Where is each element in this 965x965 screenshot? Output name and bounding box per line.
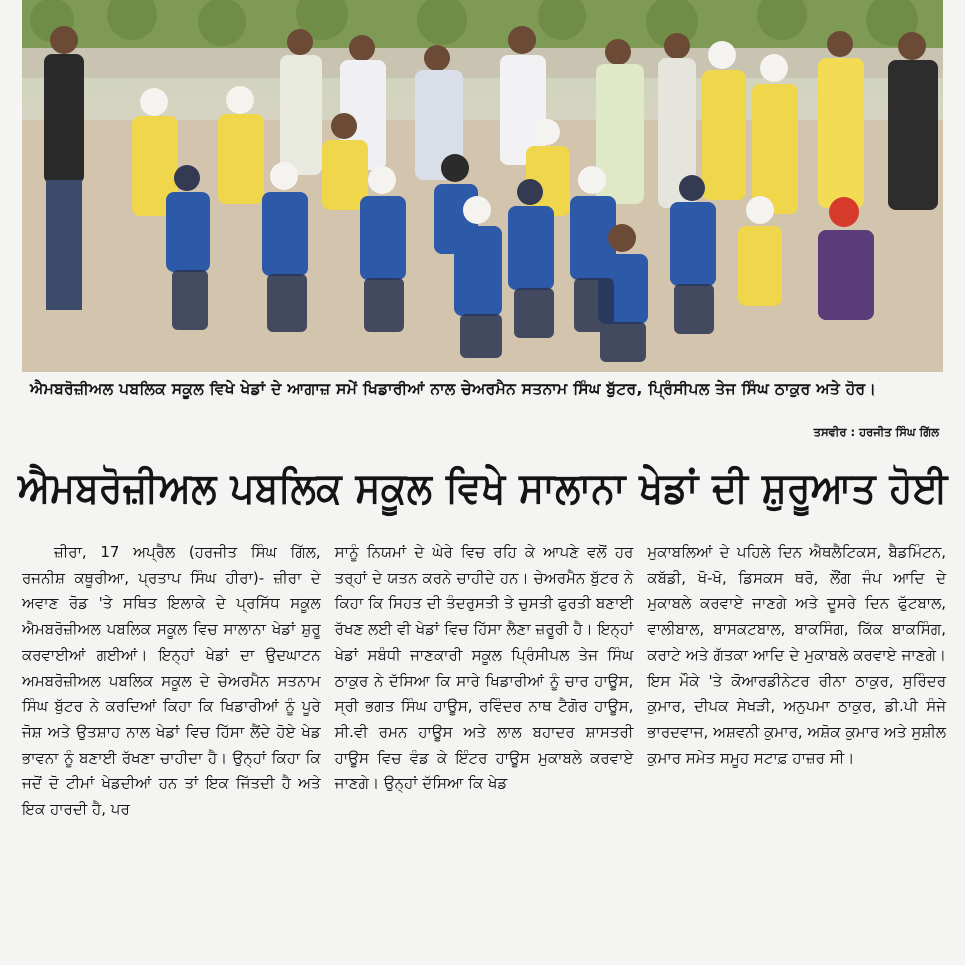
article-paragraph: ਜ਼ੀਰਾ, 17 ਅਪ੍ਰੈਲ (ਹਰਜੀਤ ਸਿੰਘ ਗਿੱਲ, ਰਜਨੀਸ਼ ਕਥੂਰੀਆ, ਪ੍ਰਤਾਪ ਸਿੰਘ ਹੀਰਾ)- ਜ਼ੀਰਾ ਦੇ ਅਵਾਣ ਰੋਡ 'ਤੇ ਸਥਿਤ ਇਲਾਕੇ ਦੇ ਪ੍ਰਸਿੱਧ ਸਕੂਲ ਐਮਬਰੋਜ਼ੀਅਲ ਪਬਲਿਕ ਸਕੂਲ ਵਿਚ ਸਾਲਾਨਾ ਖੇਡਾਂ ਸ਼ੁਰੂ ਕਰਵਾਈਆਂ ਗਈਆਂ। ਇਨ੍ਹਾਂ ਖੇਡਾਂ ਦਾ ਉਦਘਾਟਨ ਅਮਬਰੋਜ਼ੀਅਲ ਪਬਲਿਕ ਸਕੂਲ ਦੇ ਚੇਅਰਮੈਨ ਸਤਨਾਮ ਸਿੰਘ ਬੁੱਟਰ ਨੇ ਕਰਦਿਆਂ ਕਿਹਾ ਕਿ ਖਿਡਾਰੀਆਂ ਨੂੰ ਪੂਰੇ ਜੋਸ਼ ਅਤੇ ਉਤਸ਼ਾਹ ਨਾਲ ਖੇਡਾਂ ਵਿਚ ਹਿੱਸਾ ਲੈਂਦੇ ਹੋਏ ਖੇਡ ਭਾਵਨਾ ਨੂੰ ਬਣਾਈ ਰੱਖਣਾ ਚਾਹੀਦਾ ਹੈ। ਉਨ੍ਹਾਂ ਕਿਹਾ ਕਿ ਜਦੋਂ ਦੋ ਟੀਮਾਂ ਖੇਡਦੀਆਂ ਹਨ ਤਾਂ ਇਕ ਜਿੱਤਦੀ ਹੈ ਅਤੇ ਇਕ ਹਾਰਦੀ ਹੈ, ਪਰ — [22, 543, 321, 819]
article-paragraph: ਮੁਕਾਬਲਿਆਂ ਦੇ ਪਹਿਲੇ ਦਿਨ ਐਥਲੈਟਿਕਸ, ਬੈਡਮਿੰਟਨ, ਕਬੱਡੀ, ਖੋ-ਖੋ, ਡਿਸਕਸ ਥਰੋ, ਲੌਂਗ ਜੰਪ ਆਦਿ ਦੇ ਮੁਕਾਬਲੇ ਕਰਵਾਏ ਜਾਣਗੇ ਅਤੇ ਦੂਸਰੇ ਦਿਨ ਫੁੱਟਬਾਲ, ਵਾਲੀਬਾਲ, ਬਾਸਕਟਬਾਲ, ਬਾਕਸਿੰਗ, ਕਿੱਕ ਬਾਕਸਿੰਗ, ਕਰਾਟੇ ਅਤੇ ਗੱਤਕਾ ਆਦਿ ਦੇ ਮੁਕਾਬਲੇ ਕਰਵਾਏ ਜਾਣਗੇ। ਇਸ ਮੌਕੇ 'ਤੇ ਕੋਆਰਡੀਨੇਟਰ ਰੀਨਾ ਠਾਕੁਰ, ਸੁਰਿੰਦਰ ਕੁਮਾਰ, ਦੀਪਕ ਸੇਖੜੀ, ਅਨੁਪਮਾ ਠਾਕੁਰ, ਡੀ.ਪੀ ਸੰਜੇ ਭਾਰਦਵਾਜ, ਅਸ਼ਵਨੀ ਕੁਮਾਰ, ਅਸ਼ੋਕ ਕੁਮਾਰ ਅਤੇ ਸੁਸ਼ੀਲ ਕੁਮਾਰ ਸਮੇਤ ਸਮੂਹ ਸਟਾਫ਼ ਹਾਜ਼ਰ ਸੀ। — [647, 543, 947, 767]
article-column-1 — [22, 540, 321, 960]
article-paragraph: ਸਾਨੂੰ ਨਿਯਮਾਂ ਦੇ ਘੇਰੇ ਵਿਚ ਰਹਿ ਕੇ ਆਪਣੇ ਵਲੋਂ ਹਰ ਤਰ੍ਹਾਂ ਦੇ ਯਤਨ ਕਰਨੇ ਚਾਹੀਦੇ ਹਨ। ਚੇਅਰਮੈਨ ਬੁੱਟਰ ਨੇ ਕਿਹਾ ਕਿ ਸਿਹਤ ਦੀ ਤੰਦਰੁਸਤੀ ਤੇ ਚੁਸਤੀ ਫੁਰਤੀ ਬਣਾਈ ਰੱਖਣ ਲਈ ਵੀ ਖੇਡਾਂ ਵਿਚ ਹਿੱਸਾ ਲੈਣਾ ਜ਼ਰੂਰੀ ਹੈ। ਇਨ੍ਹਾਂ ਖੇਡਾਂ ਸਬੰਧੀ ਜਾਣਕਾਰੀ ਸਕੂਲ ਪ੍ਰਿੰਸੀਪਲ ਤੇਜ ਸਿੰਘ ਠਾਕੁਰ ਨੇ ਦੱਸਿਆ ਕਿ ਸਾਰੇ ਖਿਡਾਰੀਆਂ ਨੂੰ ਚਾਰ ਹਾਊਸ, ਸ੍ਰੀ ਭਗਤ ਸਿੰਘ ਹਾਊਸ, ਰਵਿੰਦਰ ਨਾਥ ਟੈਗੋਰ ਹਾਊਸ, ਸੀ.ਵੀ ਰਮਨ ਹਾਊਸ ਅਤੇ ਲਾਲ ਬਹਾਦਰ ਸ਼ਾਸਤਰੀ ਹਾਊਸ ਵਿਚ ਵੰਡ ਕੇ ਇੰਟਰ ਹਾਊਸ ਮੁਕਾਬਲੇ ਕਰਵਾਏ ਜਾਣਗੇ। ਉਨ੍ਹਾਂ ਦੱਸਿਆ ਕਿ ਖੇਡ — [334, 543, 634, 793]
photo-credit: ਤਸਵੀਰ : ਹਰਜੀਤ ਸਿੰਘ ਗਿੱਲ — [813, 425, 939, 439]
article-headline: ਐਮਬਰੋਜ਼ੀਅਲ ਪਬਲਿਕ ਸਕੂਲ ਵਿਖੇ ਸਾਲਾਨਾ ਖੇਡਾਂ ਦੀ ਸ਼ੁਰੂਆਤ ਹੋਈ — [18, 463, 948, 512]
article-column-3 — [647, 540, 946, 960]
group-photo — [22, 0, 943, 372]
group-photo-illustration — [22, 0, 943, 372]
article-column-2 — [335, 540, 634, 960]
photo-caption: ਐਮਬਰੋਜ਼ੀਅਲ ਪਬਲਿਕ ਸਕੂਲ ਵਿਖੇ ਖੇਡਾਂ ਦੇ ਆਗਾਜ਼ ਸਮੇਂ ਖਿਡਾਰੀਆਂ ਨਾਲ ਚੇਅਰਮੈਨ ਸਤਨਾਮ ਸਿੰਘ ਬੁੱਟਰ, ਪ੍ਰਿੰਸੀਪਲ ਤੇਜ ਸਿੰਘ ਠਾਕੁਰ ਅਤੇ ਹੋਰ। — [30, 380, 877, 398]
article-body — [22, 540, 946, 960]
